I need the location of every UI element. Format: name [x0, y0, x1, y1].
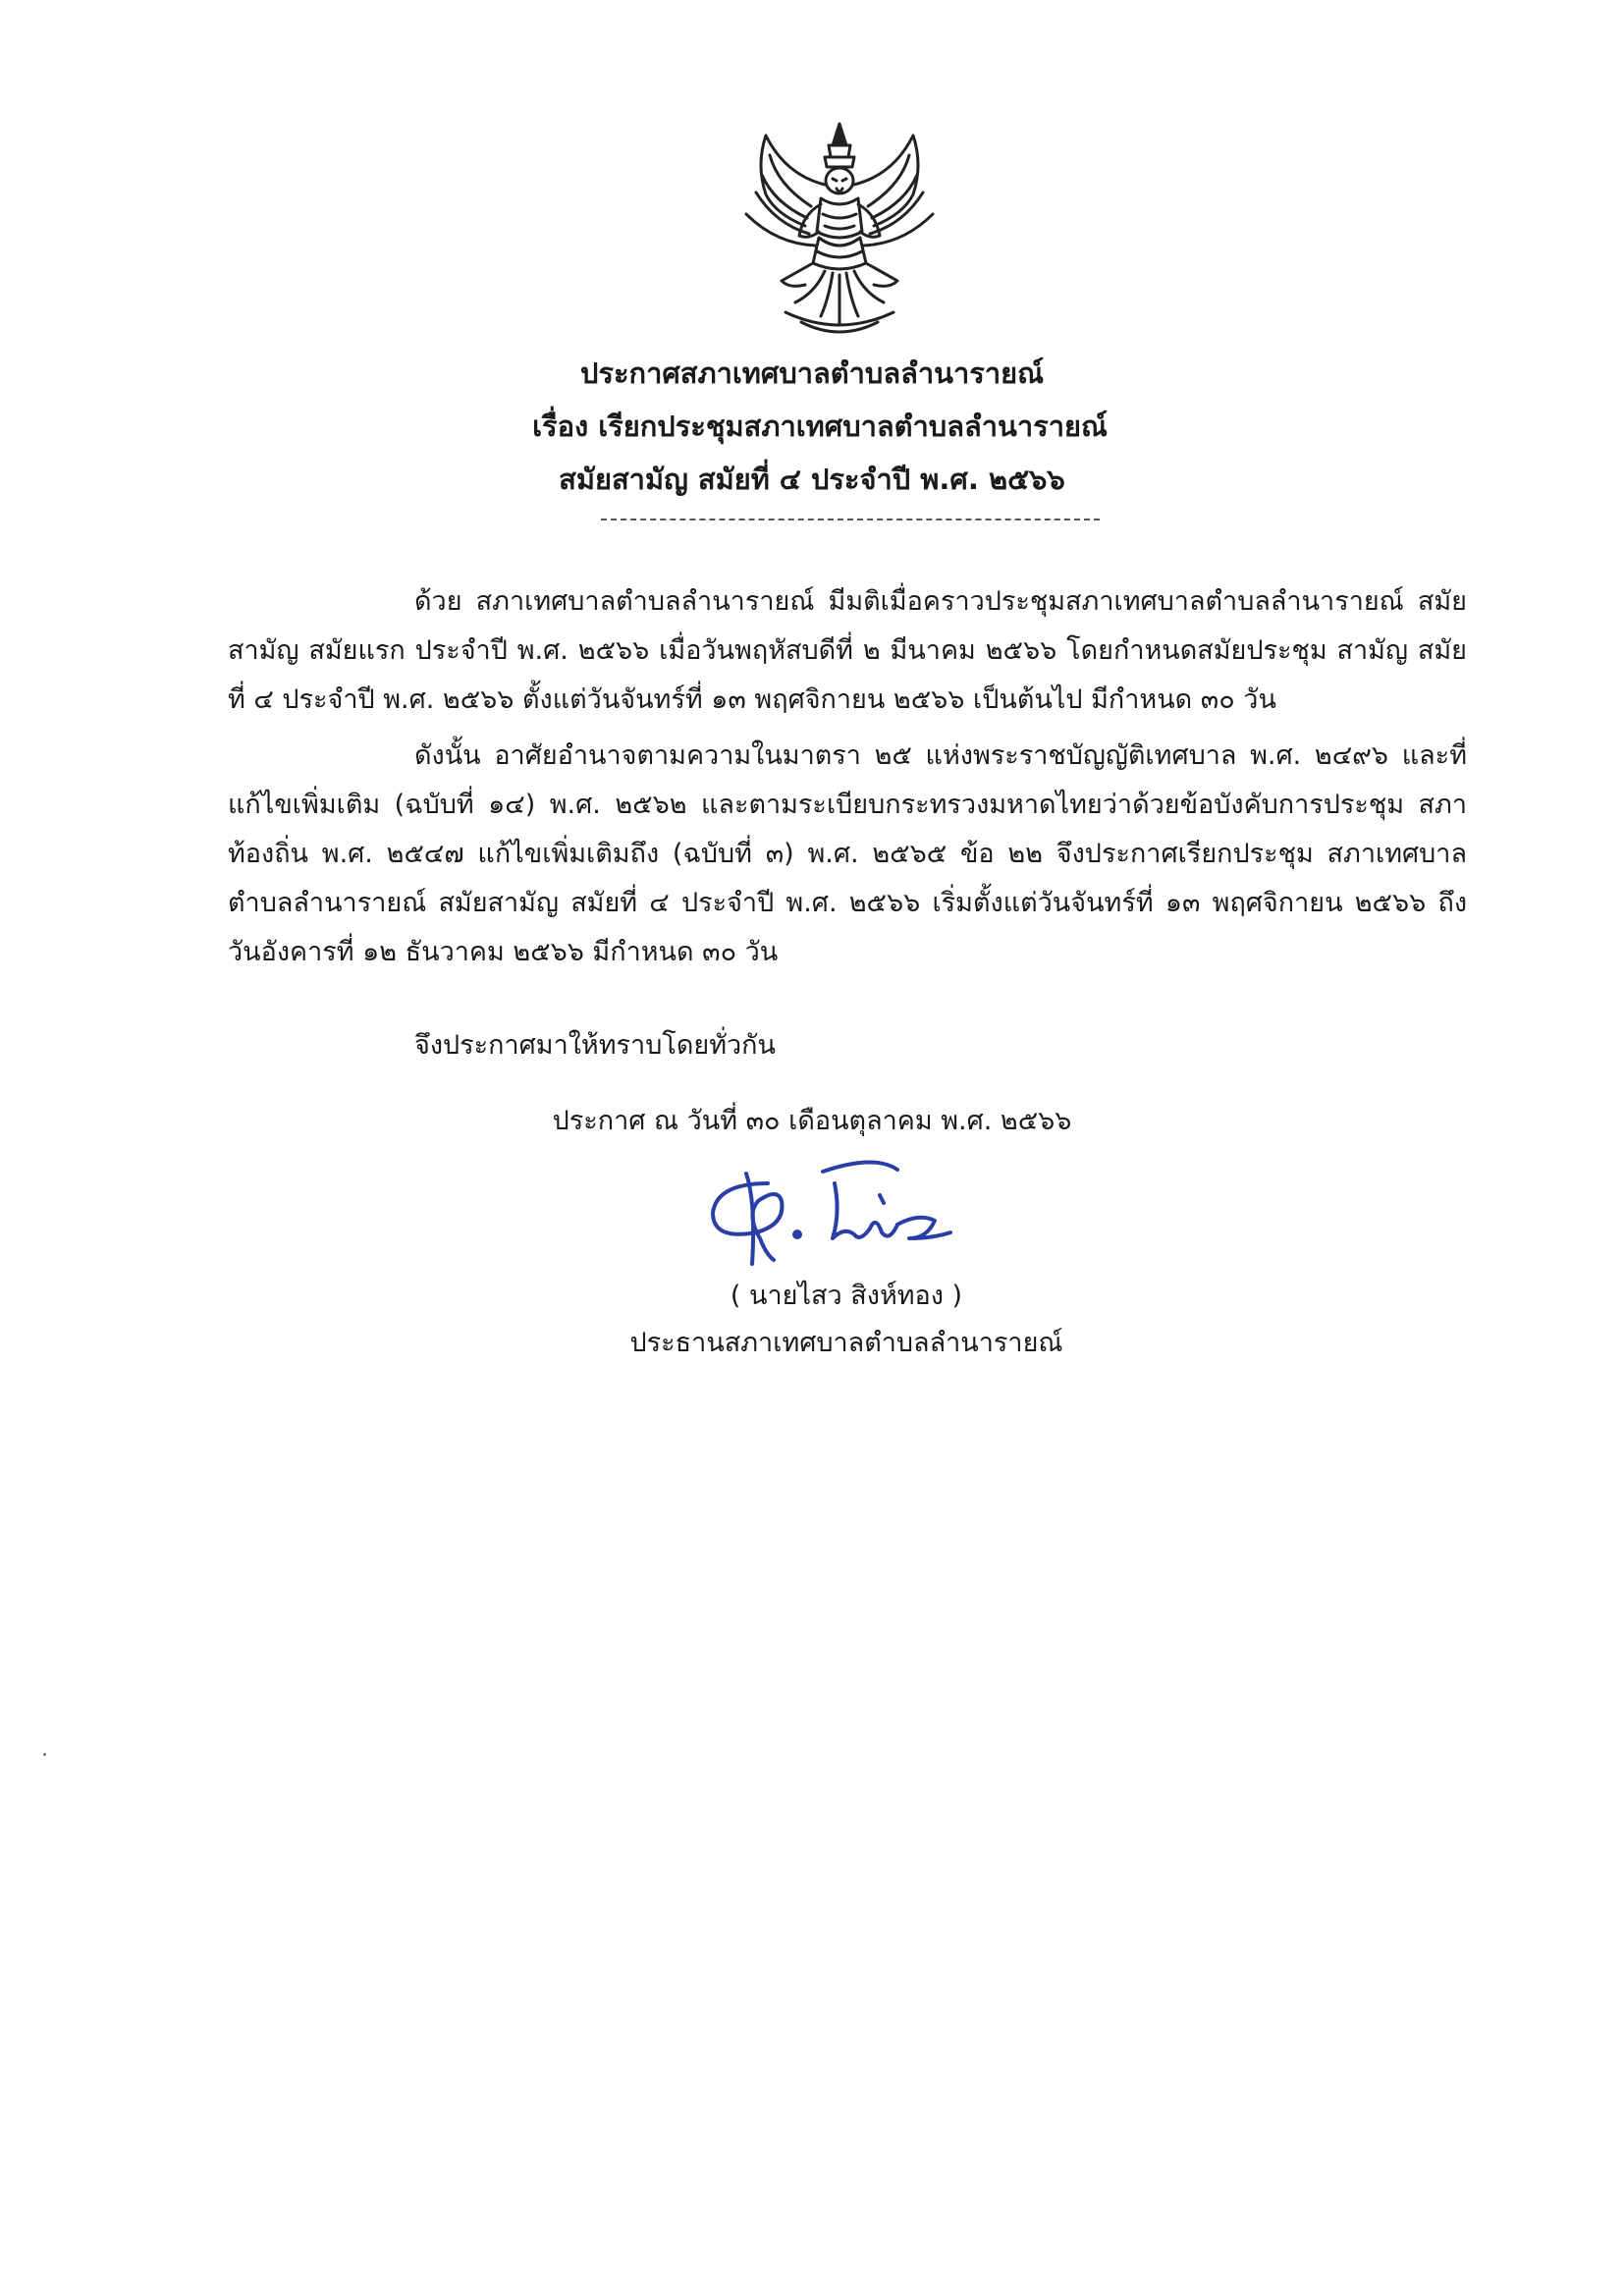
announcement-date: ประกาศ ณ วันที่ ๓๐ เดือนตุลาคม พ.ศ. ๒๕๖๖	[552, 1106, 1072, 1136]
announcement-session: สมัยสามัญ สมัยที่ ๔ ประจำปี พ.ศ. ๒๕๖๖	[559, 463, 1065, 496]
divider-line	[601, 519, 1100, 520]
announcement-subject: เรื่อง เรียกประชุมสภาเทศบาลตำบลลำนารายณ์	[532, 410, 1108, 443]
paragraph-1-text: ด้วย สภาเทศบาลตำบลลำนารายณ์ มีมติเมื่อคราวประชุมสภาเทศบาลตำบลลำนารายณ์ สมัยสามัญ สมัยแรก ประจำปี พ.ศ. ๒๕๖๖ เมื่อวันพฤหัสบดีที่ ๒ มีนาคม ๒๕๖๖ โดยกำหนดสมัยประชุม สามัญ สมัยที่ ๔ ประจำปี พ.ศ. ๒๕๖๖ ตั้งแต่วันจันทร์ที่ ๑๓ พฤศจิกายน ๒๕๖๖ เป็นต้นไป มีกำหนด ๓๐ วัน	[228, 586, 1467, 715]
paragraph-2-text: ดังนั้น อาศัยอำนาจตามความในมาตรา ๒๕ แห่งพระราชบัญญัติเทศบาล พ.ศ. ๒๔๙๖ และที่แก้ไขเพิ่มเติม (ฉบับที่ ๑๔) พ.ศ. ๒๕๖๒ และตามระเบียบกระทรวงมหาดไทยว่าด้วยข้อบังคับการประชุม สภาท้องถิ่น พ.ศ. ๒๕๔๗ แก้ไขเพิ่มเติมถึง (ฉบับที่ ๓) พ.ศ. ๒๕๖๕ ข้อ ๒๒ จึงประกาศเรียกประชุม สภาเทศบาลตำบลลำนารายณ์ สมัยสามัญ สมัยที่ ๔ ประจำปี พ.ศ. ๒๕๖๖ เริ่มตั้งแต่วันจันทร์ที่ ๑๓ พฤศจิกายน ๒๕๖๖ ถึง วันอังคารที่ ๑๒ ธันวาคม ๒๕๖๖ มีกำหนด ๓๐ วัน	[228, 740, 1467, 967]
closing-statement: จึงประกาศมาให้ทราบโดยทั่วกัน	[414, 1030, 776, 1061]
body-paragraph-2	[228, 732, 1467, 977]
signer-name: ( นายไสว สิงห์ทอง )	[730, 1281, 963, 1311]
scan-speck	[43, 1753, 46, 1756]
garuda-emblem-icon	[727, 116, 952, 342]
handwritten-signature	[687, 1144, 982, 1272]
signer-title: ประธานสภาเทศบาลตำบลลำนารายณ์	[629, 1328, 1063, 1358]
announcement-title: ประกาศสภาเทศบาลตำบลลำนารายณ์	[579, 356, 1045, 390]
body-paragraph-1	[228, 577, 1467, 725]
